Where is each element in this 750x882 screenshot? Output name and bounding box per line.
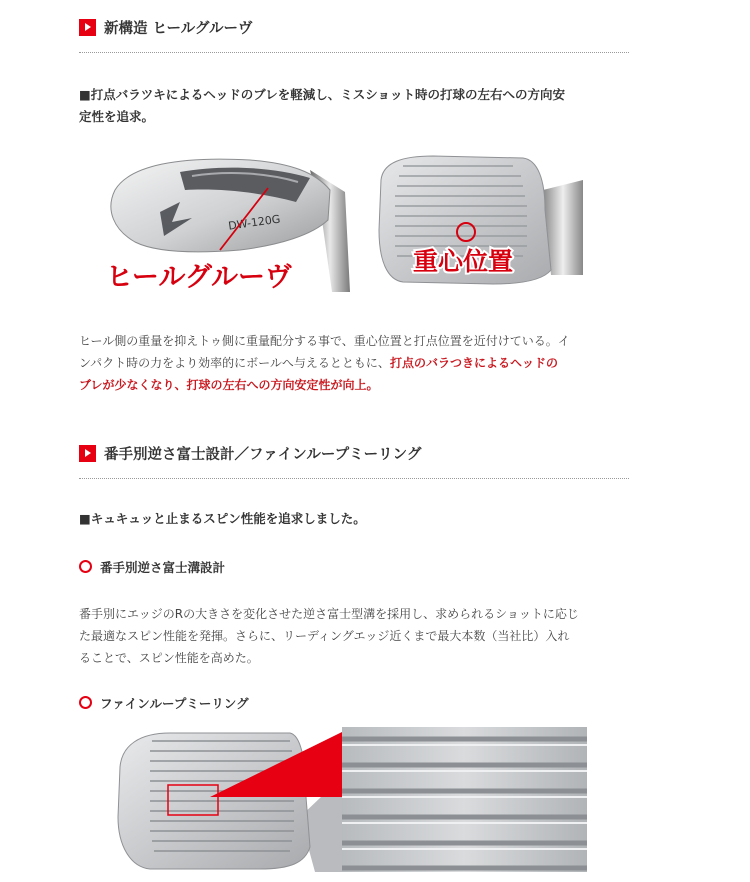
groove-design-description: 番手別にエッジのRの大きさを変化させた逆さ富士型溝を採用し、求められるショットに応じ た最適なスピン性能を発揮。さらに、リーディングエッジ近くまで最大本数（当社比）入れ ることで、スピン性能を高めた。 xyxy=(79,607,579,665)
lead-text: ■打点バラツキによるヘッドのブレを軽減し、ミスショット時の打球の左右への方向安 定性を追求。 xyxy=(79,87,566,124)
dotted-divider xyxy=(79,52,629,53)
subheading-fine-loop-milling: ファインループミーリング xyxy=(79,694,249,712)
circle-bullet-icon xyxy=(79,696,92,709)
wedge-face-center-of-gravity-image xyxy=(373,150,583,290)
callout-center-of-gravity: 重心位置 xyxy=(413,247,514,276)
callout-heel-groove: ヒールグルーヴ xyxy=(106,262,293,292)
wedge-back-heel-groove-image xyxy=(100,150,382,292)
dotted-divider xyxy=(79,478,629,479)
triangle-bullet-icon xyxy=(79,445,96,462)
heel-groove-description: ヒール側の重量を抑えトゥ側に重量配分する事で、重心位置と打点位置を近付けている。イ ンパクト時の力をより効率的にボールへ与えるとともに、打点のバラつきによるヘッドの ブレが少なくなり、打球の左右への方向安定性が向上。 xyxy=(79,330,634,396)
fine-loop-milling-image xyxy=(110,727,590,872)
lead-text: ■キュキュッと止まるスピン性能を追求しました。 xyxy=(79,511,366,526)
highlight-text: 打点のバラつきによるヘッドの xyxy=(389,356,558,370)
highlight-text: ブレが少なくなり、打球の左右への方向安定性が向上。 xyxy=(79,378,379,392)
triangle-bullet-icon xyxy=(79,19,96,36)
subheading-groove-design: 番手別逆さ富士溝設計 xyxy=(79,558,225,576)
section-title: 番手別逆さ富士設計／ファインループミーリング xyxy=(104,447,422,463)
circle-bullet-icon xyxy=(79,560,92,573)
model-engraving: DW-120G xyxy=(227,212,282,233)
section-title: 新構造 ヒールグルーヴ xyxy=(104,21,253,37)
